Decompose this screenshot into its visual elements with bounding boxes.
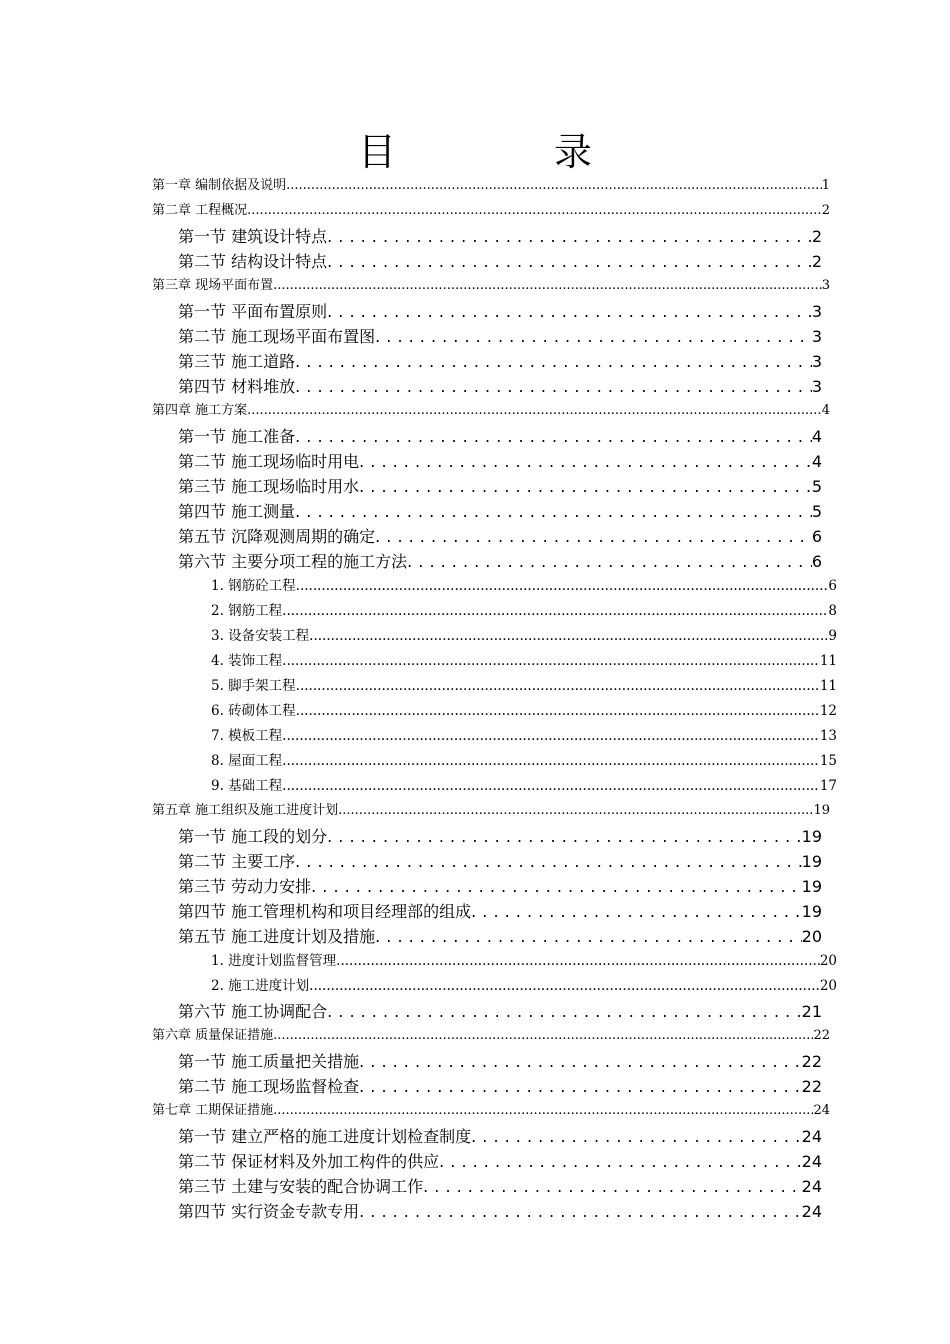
toc-entry-page-number: 4	[821, 403, 830, 418]
toc-entry-section[interactable]	[178, 1199, 822, 1224]
toc-entry-section[interactable]	[178, 1149, 822, 1174]
dot-leader	[375, 324, 812, 349]
dot-leader	[295, 424, 812, 449]
dot-leader	[295, 849, 802, 874]
toc-entry-title: 第六节 施工协调配合	[178, 1002, 328, 1021]
dot-leader	[327, 249, 812, 274]
dot-leader	[338, 799, 813, 823]
title-char-2: 录	[554, 130, 593, 174]
toc-entry-page-number: 8	[828, 603, 837, 619]
toc-entry-page-number: 3	[811, 352, 822, 371]
toc-entry-page-number: 6	[811, 527, 822, 546]
toc-entry-section[interactable]	[178, 924, 822, 949]
toc-entry-page-number: 24	[801, 1177, 822, 1196]
toc-entry-title: 第二节 施工现场临时用电	[178, 452, 360, 471]
toc-entry-page-number: 17	[819, 778, 837, 794]
toc-entry-title: 1. 进度计划监督管理	[211, 953, 337, 969]
dot-leader	[282, 649, 820, 674]
dot-leader	[247, 399, 822, 423]
toc-entry-section[interactable]	[178, 824, 822, 849]
toc-entry-page-number: 22	[813, 1028, 830, 1043]
dot-leader	[282, 774, 820, 799]
toc-entry-page-number: 9	[828, 628, 837, 644]
toc-entry-section[interactable]	[178, 849, 822, 874]
toc-entry-title: 第四节 实行资金专款专用	[178, 1202, 360, 1221]
toc-entry-item[interactable]	[211, 599, 837, 624]
toc-entry-title: 第四节 施工测量	[178, 502, 296, 521]
toc-entry-section[interactable]	[178, 424, 822, 449]
toc-entry-title: 第三节 施工道路	[178, 352, 296, 371]
dot-leader	[295, 349, 812, 374]
toc-entry-section[interactable]	[178, 999, 822, 1024]
toc-entry-page-number: 3	[811, 327, 822, 346]
toc-entry-title: 第五章 施工组织及施工进度计划	[152, 803, 339, 818]
toc-entry-title: 第一节 建立严格的施工进度计划检查制度	[178, 1127, 472, 1146]
toc-entry-section[interactable]	[178, 1049, 822, 1074]
toc-entry-section[interactable]	[178, 449, 822, 474]
toc-entry-page-number: 2	[821, 203, 830, 218]
toc-entry-page-number: 6	[811, 552, 822, 571]
dot-leader	[359, 474, 812, 499]
toc-entry-title: 8. 屋面工程	[211, 753, 283, 769]
toc-entry-page-number: 13	[819, 728, 837, 744]
toc-entry-title: 第二节 施工现场监督检查	[178, 1077, 360, 1096]
dot-leader	[273, 1099, 813, 1123]
toc-entry-item[interactable]	[211, 949, 837, 974]
toc-entry-title: 第一节 施工质量把关措施	[178, 1052, 360, 1071]
toc-entry-title: 第一节 施工段的划分	[178, 827, 328, 846]
toc-entry-item[interactable]	[211, 574, 837, 599]
toc-entry-page-number: 20	[819, 978, 837, 994]
toc-entry-title: 第一节 平面布置原则	[178, 302, 328, 321]
toc-entry-section[interactable]	[178, 324, 822, 349]
toc-entry-item[interactable]	[211, 774, 837, 799]
toc-entry-item[interactable]	[211, 674, 837, 699]
page-title	[0, 128, 950, 176]
toc-entry-title: 2. 施工进度计划	[211, 978, 310, 994]
toc-entry-title: 5. 脚手架工程	[211, 678, 296, 694]
dot-leader	[286, 174, 822, 198]
dot-leader	[327, 999, 802, 1024]
toc-entry-page-number: 19	[813, 803, 830, 818]
toc-entry-title: 第一节 建筑设计特点	[178, 227, 328, 246]
toc-entry-title: 2. 钢筋工程	[211, 603, 283, 619]
toc-entry-section[interactable]	[178, 374, 822, 399]
toc-entry-item[interactable]	[211, 724, 837, 749]
toc-entry-page-number: 11	[819, 678, 837, 694]
toc-entry-page-number: 24	[801, 1152, 822, 1171]
toc-entry-page-number: 2	[811, 252, 822, 271]
toc-entry-section[interactable]	[178, 874, 822, 899]
dot-leader	[282, 724, 820, 749]
toc-entry-chapter[interactable]	[152, 1099, 830, 1123]
dot-leader	[327, 224, 812, 249]
dot-leader	[336, 949, 820, 974]
dot-leader	[327, 824, 802, 849]
toc-entry-title: 第七章 工期保证措施	[152, 1103, 274, 1118]
toc-entry-section[interactable]	[178, 1074, 822, 1099]
dot-leader	[309, 974, 820, 999]
toc-entry-title: 4. 装饰工程	[211, 653, 283, 669]
toc-entry-section[interactable]	[178, 349, 822, 374]
dot-leader	[296, 674, 820, 699]
dot-leader	[295, 374, 812, 399]
toc-entry-page-number: 24	[801, 1127, 822, 1146]
toc-entry-item[interactable]	[211, 649, 837, 674]
toc-entry-page-number: 20	[819, 953, 837, 969]
toc-entry-page-number: 5	[811, 477, 822, 496]
toc-entry-section[interactable]	[178, 524, 822, 549]
dot-leader	[296, 574, 829, 599]
toc-entry-page-number: 6	[828, 578, 837, 594]
toc-entry-page-number: 4	[811, 427, 822, 446]
toc-entry-title: 第二节 结构设计特点	[178, 252, 328, 271]
dot-leader	[247, 199, 822, 223]
toc-entry-title: 第四节 材料堆放	[178, 377, 296, 396]
toc-entry-title: 第三章 现场平面布置	[152, 278, 274, 293]
dot-leader	[273, 1024, 813, 1048]
toc-entry-item[interactable]	[211, 624, 837, 649]
toc-entry-page-number: 5	[811, 502, 822, 521]
toc-entry-title: 第三节 劳动力安排	[178, 877, 312, 896]
toc-entry-title: 1. 钢筋砼工程	[211, 578, 296, 594]
toc-entry-page-number: 22	[801, 1052, 822, 1071]
toc-entry-section[interactable]	[178, 549, 822, 574]
toc-entry-page-number: 2	[811, 227, 822, 246]
dot-leader	[375, 524, 812, 549]
toc-entry-page-number: 22	[801, 1077, 822, 1096]
toc-entry-page-number: 24	[813, 1103, 830, 1118]
toc-entry-title: 第三节 施工现场临时用水	[178, 477, 360, 496]
toc-entry-item[interactable]	[211, 699, 837, 724]
toc-entry-section[interactable]	[178, 299, 822, 324]
dot-leader	[282, 599, 828, 624]
toc-entry-page-number: 19	[801, 877, 822, 896]
dot-leader	[471, 1124, 802, 1149]
dot-leader	[375, 924, 802, 949]
toc-entry-section[interactable]	[178, 499, 822, 524]
toc-entry-title: 第二节 保证材料及外加工构件的供应	[178, 1152, 440, 1171]
toc-entry-title: 第二节 施工现场平面布置图	[178, 327, 376, 346]
toc-entry-title: 第六节 主要分项工程的施工方法	[178, 552, 408, 571]
toc-entry-page-number: 3	[811, 377, 822, 396]
dot-leader	[423, 1174, 802, 1199]
dot-leader	[282, 749, 820, 774]
toc-entry-title: 3. 设备安装工程	[211, 628, 310, 644]
title-char-1: 目	[357, 130, 396, 174]
dot-leader	[471, 899, 802, 924]
dot-leader	[296, 699, 820, 724]
toc-entry-title: 第二章 工程概况	[152, 203, 248, 218]
toc-entry-chapter[interactable]	[152, 174, 830, 198]
dot-leader	[407, 549, 812, 574]
toc-entry-title: 第一节 施工准备	[178, 427, 296, 446]
dot-leader	[309, 624, 828, 649]
toc-entry-title: 7. 模板工程	[211, 728, 283, 744]
toc-entry-section[interactable]	[178, 474, 822, 499]
toc-entry-title: 9. 基础工程	[211, 778, 283, 794]
toc-entry-page-number: 24	[801, 1202, 822, 1221]
toc-entry-page-number: 12	[819, 703, 837, 719]
toc-entry-page-number: 15	[819, 753, 837, 769]
toc-entry-section[interactable]	[178, 224, 822, 249]
toc-entry-page-number: 11	[819, 653, 837, 669]
toc-entry-page-number: 19	[801, 902, 822, 921]
dot-leader	[359, 1199, 802, 1224]
toc-entry-page-number: 3	[811, 302, 822, 321]
dot-leader	[439, 1149, 802, 1174]
dot-leader	[311, 874, 802, 899]
dot-leader	[273, 274, 822, 298]
dot-leader	[359, 1074, 802, 1099]
toc-entry-title: 第二节 主要工序	[178, 852, 296, 871]
toc-entry-page-number: 20	[801, 927, 822, 946]
toc-entry-page-number: 1	[821, 178, 830, 193]
dot-leader	[359, 1049, 802, 1074]
toc-entry-title: 第五节 施工进度计划及措施	[178, 927, 376, 946]
toc-entry-chapter[interactable]	[152, 399, 830, 423]
toc-entry-chapter[interactable]	[152, 274, 830, 298]
toc-entry-page-number: 3	[821, 278, 830, 293]
toc-entry-chapter[interactable]	[152, 199, 830, 223]
toc-entry-chapter[interactable]	[152, 799, 830, 823]
toc-entry-section[interactable]	[178, 899, 822, 924]
dot-leader	[359, 449, 812, 474]
toc-entry-title: 第四节 施工管理机构和项目经理部的组成	[178, 902, 472, 921]
dot-leader	[295, 499, 812, 524]
toc-entry-section[interactable]	[178, 1124, 822, 1149]
toc-entry-page-number: 19	[801, 852, 822, 871]
toc-entry-title: 6. 砖砌体工程	[211, 703, 296, 719]
toc-entry-chapter[interactable]	[152, 1024, 830, 1048]
toc-entry-section[interactable]	[178, 1174, 822, 1199]
toc-entry-section[interactable]	[178, 249, 822, 274]
toc-entry-page-number: 21	[801, 1002, 822, 1021]
toc-entry-item[interactable]	[211, 749, 837, 774]
toc-entry-title: 第五节 沉降观测周期的确定	[178, 527, 376, 546]
toc-entry-title: 第一章 编制依据及说明	[152, 178, 287, 193]
toc-entry-title: 第三节 土建与安装的配合协调工作	[178, 1177, 424, 1196]
toc-entry-title: 第四章 施工方案	[152, 403, 248, 418]
toc-entry-page-number: 4	[811, 452, 822, 471]
toc-entry-item[interactable]	[211, 974, 837, 999]
toc-entry-title: 第六章 质量保证措施	[152, 1028, 274, 1043]
dot-leader	[327, 299, 812, 324]
toc-entry-page-number: 19	[801, 827, 822, 846]
